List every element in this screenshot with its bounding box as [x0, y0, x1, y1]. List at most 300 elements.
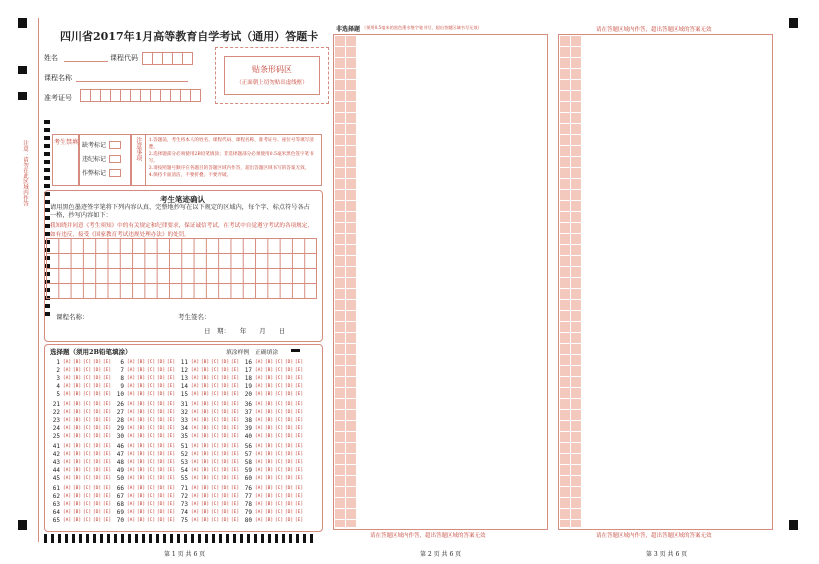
option-bubble[interactable]: [A]	[254, 367, 264, 373]
option-bubble[interactable]: [C]	[210, 509, 220, 515]
option-bubble[interactable]: [C]	[82, 509, 92, 515]
option-bubble[interactable]: [A]	[254, 391, 264, 397]
option-bubble[interactable]: [A]	[126, 517, 136, 523]
option-bubble[interactable]: [E]	[102, 493, 112, 499]
option-bubble[interactable]: [D]	[220, 443, 230, 449]
option-bubble[interactable]: [A]	[126, 475, 136, 481]
option-bubble[interactable]: [D]	[92, 443, 102, 449]
option-bubble[interactable]: [E]	[166, 451, 176, 457]
option-bubble[interactable]: [B]	[264, 359, 274, 365]
option-bubble[interactable]: [D]	[284, 467, 294, 473]
option-bubble[interactable]: [A]	[254, 467, 264, 473]
option-bubble[interactable]: [A]	[62, 485, 72, 491]
option-bubble[interactable]: [C]	[146, 443, 156, 449]
option-bubble[interactable]: [E]	[166, 517, 176, 523]
option-bubble[interactable]: [B]	[200, 409, 210, 415]
option-bubble[interactable]: [C]	[210, 367, 220, 373]
option-bubble[interactable]: [A]	[190, 367, 200, 373]
option-bubble[interactable]: [E]	[102, 375, 112, 381]
option-bubble[interactable]: [A]	[62, 493, 72, 499]
option-bubble[interactable]: [E]	[166, 443, 176, 449]
option-bubble[interactable]: [C]	[274, 493, 284, 499]
option-bubble[interactable]: [E]	[166, 391, 176, 397]
option-bubble[interactable]: [C]	[274, 391, 284, 397]
option-bubble[interactable]: [A]	[62, 443, 72, 449]
option-bubble[interactable]: [E]	[166, 485, 176, 491]
option-bubble[interactable]: [B]	[264, 409, 274, 415]
option-bubble[interactable]: [E]	[102, 367, 112, 373]
option-bubble[interactable]: [A]	[62, 475, 72, 481]
option-bubble[interactable]: [E]	[294, 459, 304, 465]
option-bubble[interactable]: [D]	[156, 517, 166, 523]
option-bubble[interactable]: [B]	[264, 383, 274, 389]
option-bubble[interactable]: [D]	[92, 517, 102, 523]
option-bubble[interactable]: [E]	[166, 383, 176, 389]
option-bubble[interactable]: [A]	[126, 375, 136, 381]
option-bubble[interactable]: [B]	[200, 467, 210, 473]
option-bubble[interactable]: [B]	[200, 493, 210, 499]
option-bubble[interactable]: [D]	[156, 501, 166, 507]
option-bubble[interactable]: [C]	[146, 433, 156, 439]
option-bubble[interactable]: [E]	[294, 475, 304, 481]
option-bubble[interactable]: [D]	[92, 509, 102, 515]
option-bubble[interactable]: [D]	[220, 517, 230, 523]
option-bubble[interactable]: [E]	[230, 417, 240, 423]
option-bubble[interactable]: [C]	[146, 509, 156, 515]
option-bubble[interactable]: [A]	[126, 401, 136, 407]
option-bubble[interactable]: [C]	[146, 375, 156, 381]
option-bubble[interactable]: [E]	[166, 417, 176, 423]
option-bubble[interactable]: [C]	[210, 359, 220, 365]
option-bubble[interactable]: [C]	[82, 451, 92, 457]
option-bubble[interactable]: [A]	[190, 501, 200, 507]
option-bubble[interactable]: [E]	[102, 433, 112, 439]
option-bubble[interactable]: [A]	[254, 359, 264, 365]
option-bubble[interactable]: [D]	[284, 501, 294, 507]
option-bubble[interactable]: [B]	[200, 401, 210, 407]
option-bubble[interactable]: [C]	[274, 409, 284, 415]
option-bubble[interactable]: [C]	[274, 383, 284, 389]
option-bubble[interactable]: [C]	[274, 517, 284, 523]
option-bubble[interactable]: [D]	[156, 467, 166, 473]
option-bubble[interactable]: [C]	[210, 417, 220, 423]
option-bubble[interactable]: [B]	[200, 391, 210, 397]
option-bubble[interactable]: [B]	[200, 443, 210, 449]
option-bubble[interactable]: [E]	[102, 475, 112, 481]
option-bubble[interactable]: [E]	[230, 485, 240, 491]
option-bubble[interactable]: [D]	[92, 383, 102, 389]
option-bubble[interactable]: [B]	[264, 517, 274, 523]
option-bubble[interactable]: [B]	[72, 359, 82, 365]
option-bubble[interactable]: [E]	[294, 383, 304, 389]
option-bubble[interactable]: [A]	[126, 383, 136, 389]
option-bubble[interactable]: [B]	[200, 451, 210, 457]
option-bubble[interactable]: [E]	[230, 493, 240, 499]
option-bubble[interactable]: [D]	[284, 475, 294, 481]
option-bubble[interactable]: [C]	[82, 375, 92, 381]
course-name-line[interactable]	[76, 81, 188, 82]
option-bubble[interactable]: [B]	[136, 401, 146, 407]
option-bubble[interactable]: [A]	[254, 375, 264, 381]
option-bubble[interactable]: [D]	[92, 401, 102, 407]
option-bubble[interactable]: [C]	[274, 485, 284, 491]
option-bubble[interactable]: [A]	[62, 409, 72, 415]
option-bubble[interactable]: [A]	[126, 451, 136, 457]
option-bubble[interactable]: [D]	[92, 375, 102, 381]
option-bubble[interactable]: [E]	[166, 467, 176, 473]
option-bubble[interactable]: [B]	[72, 459, 82, 465]
course-code-boxes[interactable]	[142, 52, 192, 65]
option-bubble[interactable]: [B]	[72, 517, 82, 523]
option-bubble[interactable]: [D]	[220, 375, 230, 381]
option-bubble[interactable]: [E]	[230, 517, 240, 523]
option-bubble[interactable]: [B]	[72, 383, 82, 389]
option-bubble[interactable]: [C]	[210, 475, 220, 481]
option-bubble[interactable]: [C]	[82, 467, 92, 473]
option-bubble[interactable]: [A]	[254, 425, 264, 431]
option-bubble[interactable]: [B]	[264, 493, 274, 499]
option-bubble[interactable]: [A]	[62, 433, 72, 439]
option-bubble[interactable]: [B]	[136, 409, 146, 415]
option-bubble[interactable]: [D]	[284, 451, 294, 457]
option-bubble[interactable]: [D]	[220, 433, 230, 439]
option-bubble[interactable]: [D]	[284, 493, 294, 499]
option-bubble[interactable]: [A]	[190, 475, 200, 481]
option-bubble[interactable]: [A]	[254, 485, 264, 491]
option-bubble[interactable]: [A]	[254, 433, 264, 439]
option-bubble[interactable]: [A]	[62, 451, 72, 457]
option-bubble[interactable]: [A]	[62, 367, 72, 373]
option-bubble[interactable]: [A]	[254, 443, 264, 449]
violation-checkbox[interactable]	[109, 155, 121, 163]
option-bubble[interactable]: [B]	[264, 459, 274, 465]
option-bubble[interactable]: [D]	[220, 359, 230, 365]
option-bubble[interactable]: [E]	[294, 517, 304, 523]
option-bubble[interactable]: [E]	[230, 501, 240, 507]
option-bubble[interactable]: [B]	[136, 485, 146, 491]
handwriting-grid[interactable]	[46, 238, 317, 299]
option-bubble[interactable]: [E]	[102, 451, 112, 457]
option-bubble[interactable]: [A]	[62, 459, 72, 465]
option-bubble[interactable]: [A]	[126, 359, 136, 365]
option-bubble[interactable]: [D]	[156, 451, 166, 457]
option-bubble[interactable]: [D]	[92, 425, 102, 431]
option-bubble[interactable]: [D]	[284, 425, 294, 431]
option-bubble[interactable]: [B]	[200, 359, 210, 365]
option-bubble[interactable]: [C]	[210, 493, 220, 499]
option-bubble[interactable]: [A]	[190, 443, 200, 449]
option-bubble[interactable]: [A]	[254, 493, 264, 499]
option-bubble[interactable]: [A]	[126, 493, 136, 499]
option-bubble[interactable]: [E]	[230, 383, 240, 389]
option-bubble[interactable]: [E]	[294, 375, 304, 381]
option-bubble[interactable]: [E]	[166, 475, 176, 481]
option-bubble[interactable]: [C]	[146, 359, 156, 365]
option-bubble[interactable]: [E]	[102, 459, 112, 465]
option-bubble[interactable]: [E]	[230, 443, 240, 449]
option-bubble[interactable]: [C]	[146, 425, 156, 431]
option-bubble[interactable]: [C]	[210, 391, 220, 397]
option-bubble[interactable]: [D]	[220, 509, 230, 515]
option-bubble[interactable]: [D]	[220, 391, 230, 397]
option-bubble[interactable]: [A]	[126, 443, 136, 449]
option-bubble[interactable]: [B]	[264, 467, 274, 473]
option-bubble[interactable]: [B]	[200, 367, 210, 373]
option-bubble[interactable]: [C]	[210, 383, 220, 389]
option-bubble[interactable]: [C]	[146, 459, 156, 465]
option-bubble[interactable]: [E]	[102, 467, 112, 473]
option-bubble[interactable]: [B]	[264, 375, 274, 381]
answer-area-2[interactable]	[333, 34, 548, 530]
option-bubble[interactable]: [B]	[136, 451, 146, 457]
option-bubble[interactable]: [A]	[126, 417, 136, 423]
option-bubble[interactable]: [E]	[230, 451, 240, 457]
option-bubble[interactable]: [E]	[166, 493, 176, 499]
option-bubble[interactable]: [B]	[136, 501, 146, 507]
option-bubble[interactable]: [B]	[264, 485, 274, 491]
option-bubble[interactable]: [C]	[210, 425, 220, 431]
option-bubble[interactable]: [D]	[92, 493, 102, 499]
option-bubble[interactable]: [D]	[220, 383, 230, 389]
option-bubble[interactable]: [A]	[254, 383, 264, 389]
option-bubble[interactable]: [B]	[200, 459, 210, 465]
option-bubble[interactable]: [D]	[284, 391, 294, 397]
option-bubble[interactable]: [E]	[294, 409, 304, 415]
option-bubble[interactable]: [B]	[136, 475, 146, 481]
option-bubble[interactable]: [B]	[136, 383, 146, 389]
option-bubble[interactable]: [A]	[126, 433, 136, 439]
option-bubble[interactable]: [D]	[284, 401, 294, 407]
option-bubble[interactable]: [B]	[264, 501, 274, 507]
option-bubble[interactable]: [A]	[126, 509, 136, 515]
option-bubble[interactable]: [D]	[156, 425, 166, 431]
option-bubble[interactable]: [C]	[210, 409, 220, 415]
option-bubble[interactable]: [D]	[92, 359, 102, 365]
option-bubble[interactable]: [B]	[72, 401, 82, 407]
option-bubble[interactable]: [E]	[294, 509, 304, 515]
name-line[interactable]	[64, 61, 108, 62]
option-bubble[interactable]: [D]	[284, 459, 294, 465]
option-bubble[interactable]: [E]	[230, 391, 240, 397]
option-bubble[interactable]: [D]	[220, 417, 230, 423]
option-bubble[interactable]: [B]	[136, 417, 146, 423]
answer-grid-3[interactable]	[559, 35, 581, 527]
option-bubble[interactable]: [A]	[126, 367, 136, 373]
option-bubble[interactable]: [E]	[102, 509, 112, 515]
option-bubble[interactable]: [B]	[264, 509, 274, 515]
option-bubble[interactable]: [A]	[62, 517, 72, 523]
option-bubble[interactable]: [D]	[220, 367, 230, 373]
option-bubble[interactable]: [B]	[264, 433, 274, 439]
option-bubble[interactable]: [A]	[254, 417, 264, 423]
option-bubble[interactable]: [C]	[210, 433, 220, 439]
option-bubble[interactable]: [B]	[72, 451, 82, 457]
option-bubble[interactable]: [D]	[156, 417, 166, 423]
option-bubble[interactable]: [C]	[82, 425, 92, 431]
option-bubble[interactable]: [C]	[274, 375, 284, 381]
option-bubble[interactable]: [E]	[294, 391, 304, 397]
option-bubble[interactable]: [B]	[200, 485, 210, 491]
option-bubble[interactable]: [A]	[62, 375, 72, 381]
option-bubble[interactable]: [E]	[294, 401, 304, 407]
option-bubble[interactable]: [E]	[102, 409, 112, 415]
option-bubble[interactable]: [A]	[190, 391, 200, 397]
option-bubble[interactable]: [B]	[200, 417, 210, 423]
option-bubble[interactable]: [C]	[210, 443, 220, 449]
option-bubble[interactable]: [E]	[102, 443, 112, 449]
option-bubble[interactable]: [D]	[284, 433, 294, 439]
option-bubble[interactable]: [D]	[92, 433, 102, 439]
option-bubble[interactable]: [B]	[200, 375, 210, 381]
option-bubble[interactable]: [E]	[294, 443, 304, 449]
option-bubble[interactable]: [D]	[284, 443, 294, 449]
option-bubble[interactable]: [B]	[136, 425, 146, 431]
option-bubble[interactable]: [B]	[136, 359, 146, 365]
option-bubble[interactable]: [E]	[230, 401, 240, 407]
option-bubble[interactable]: [E]	[102, 391, 112, 397]
option-bubble[interactable]: [C]	[274, 401, 284, 407]
option-bubble[interactable]: [B]	[72, 367, 82, 373]
option-bubble[interactable]: [D]	[156, 383, 166, 389]
option-bubble[interactable]: [C]	[82, 383, 92, 389]
option-bubble[interactable]: [B]	[72, 493, 82, 499]
option-bubble[interactable]: [C]	[82, 517, 92, 523]
option-bubble[interactable]: [C]	[82, 433, 92, 439]
option-bubble[interactable]: [C]	[210, 501, 220, 507]
option-bubble[interactable]: [D]	[156, 459, 166, 465]
option-bubble[interactable]: [A]	[190, 359, 200, 365]
option-bubble[interactable]: [B]	[264, 451, 274, 457]
option-bubble[interactable]: [E]	[230, 475, 240, 481]
option-bubble[interactable]: [B]	[72, 391, 82, 397]
option-bubble[interactable]: [B]	[72, 443, 82, 449]
option-bubble[interactable]: [C]	[146, 493, 156, 499]
option-bubble[interactable]: [C]	[82, 475, 92, 481]
option-bubble[interactable]: [C]	[146, 467, 156, 473]
option-bubble[interactable]: [E]	[166, 409, 176, 415]
option-bubble[interactable]: [D]	[220, 475, 230, 481]
option-bubble[interactable]: [A]	[62, 383, 72, 389]
option-bubble[interactable]: [A]	[126, 391, 136, 397]
option-bubble[interactable]: [D]	[156, 359, 166, 365]
option-bubble[interactable]: [C]	[210, 451, 220, 457]
option-bubble[interactable]: [C]	[274, 467, 284, 473]
option-bubble[interactable]: [C]	[146, 475, 156, 481]
option-bubble[interactable]: [A]	[190, 409, 200, 415]
option-bubble[interactable]: [E]	[102, 425, 112, 431]
option-bubble[interactable]: [D]	[156, 509, 166, 515]
option-bubble[interactable]: [B]	[72, 417, 82, 423]
option-bubble[interactable]: [A]	[190, 509, 200, 515]
option-bubble[interactable]: [A]	[62, 391, 72, 397]
option-bubble[interactable]: [D]	[220, 409, 230, 415]
option-bubble[interactable]: [A]	[190, 375, 200, 381]
option-bubble[interactable]: [C]	[82, 485, 92, 491]
option-bubble[interactable]: [D]	[92, 459, 102, 465]
option-bubble[interactable]: [B]	[72, 501, 82, 507]
option-bubble[interactable]: [C]	[82, 501, 92, 507]
option-bubble[interactable]: [A]	[126, 467, 136, 473]
option-bubble[interactable]: [B]	[72, 425, 82, 431]
option-bubble[interactable]: [D]	[92, 451, 102, 457]
option-bubble[interactable]: [E]	[230, 367, 240, 373]
option-bubble[interactable]: [D]	[220, 467, 230, 473]
option-bubble[interactable]: [B]	[200, 517, 210, 523]
option-bubble[interactable]: [A]	[126, 409, 136, 415]
option-bubble[interactable]: [E]	[294, 467, 304, 473]
option-bubble[interactable]: [A]	[190, 451, 200, 457]
option-bubble[interactable]: [B]	[200, 501, 210, 507]
option-bubble[interactable]: [D]	[220, 401, 230, 407]
option-bubble[interactable]: [E]	[102, 359, 112, 365]
option-bubble[interactable]: [B]	[136, 467, 146, 473]
option-bubble[interactable]: [A]	[62, 359, 72, 365]
option-bubble[interactable]: [C]	[274, 509, 284, 515]
answer-area-3[interactable]	[558, 34, 773, 530]
option-bubble[interactable]: [D]	[156, 391, 166, 397]
option-bubble[interactable]: [A]	[190, 425, 200, 431]
option-bubble[interactable]: [C]	[274, 367, 284, 373]
option-bubble[interactable]: [E]	[102, 383, 112, 389]
ticket-boxes[interactable]	[80, 89, 200, 102]
option-bubble[interactable]: [C]	[82, 367, 92, 373]
option-bubble[interactable]: [D]	[284, 509, 294, 515]
option-bubble[interactable]: [B]	[72, 475, 82, 481]
option-bubble[interactable]: [C]	[146, 517, 156, 523]
option-bubble[interactable]: [C]	[146, 451, 156, 457]
option-bubble[interactable]: [B]	[200, 475, 210, 481]
option-bubble[interactable]: [D]	[284, 359, 294, 365]
option-bubble[interactable]: [A]	[254, 475, 264, 481]
option-bubble[interactable]: [C]	[146, 417, 156, 423]
option-bubble[interactable]: [D]	[92, 485, 102, 491]
option-bubble[interactable]: [C]	[82, 459, 92, 465]
option-bubble[interactable]: [A]	[254, 509, 264, 515]
option-bubble[interactable]: [D]	[284, 417, 294, 423]
option-bubble[interactable]: [A]	[190, 459, 200, 465]
option-bubble[interactable]: [E]	[294, 359, 304, 365]
option-bubble[interactable]: [A]	[62, 425, 72, 431]
option-bubble[interactable]: [D]	[284, 383, 294, 389]
option-bubble[interactable]: [A]	[254, 409, 264, 415]
option-bubble[interactable]: [C]	[82, 391, 92, 397]
option-bubble[interactable]: [A]	[190, 467, 200, 473]
option-bubble[interactable]: [E]	[102, 401, 112, 407]
option-bubble[interactable]: [C]	[210, 485, 220, 491]
option-bubble[interactable]: [D]	[92, 501, 102, 507]
option-bubble[interactable]: [A]	[190, 417, 200, 423]
answer-grid-2[interactable]	[334, 35, 356, 527]
option-bubble[interactable]: [B]	[264, 367, 274, 373]
option-bubble[interactable]: [D]	[284, 375, 294, 381]
option-bubble[interactable]: [E]	[102, 517, 112, 523]
option-bubble[interactable]: [B]	[72, 485, 82, 491]
option-bubble[interactable]: [A]	[62, 467, 72, 473]
option-bubble[interactable]: [E]	[166, 425, 176, 431]
option-bubble[interactable]: [C]	[274, 417, 284, 423]
option-bubble[interactable]: [A]	[62, 417, 72, 423]
option-bubble[interactable]: [C]	[146, 391, 156, 397]
option-bubble[interactable]: [C]	[210, 375, 220, 381]
option-bubble[interactable]: [A]	[254, 459, 264, 465]
option-bubble[interactable]: [E]	[294, 425, 304, 431]
option-bubble[interactable]: [B]	[136, 509, 146, 515]
option-bubble[interactable]: [D]	[92, 475, 102, 481]
option-bubble[interactable]: [E]	[102, 417, 112, 423]
option-bubble[interactable]: [B]	[72, 433, 82, 439]
option-bubble[interactable]: [D]	[92, 367, 102, 373]
option-bubble[interactable]: [B]	[264, 401, 274, 407]
